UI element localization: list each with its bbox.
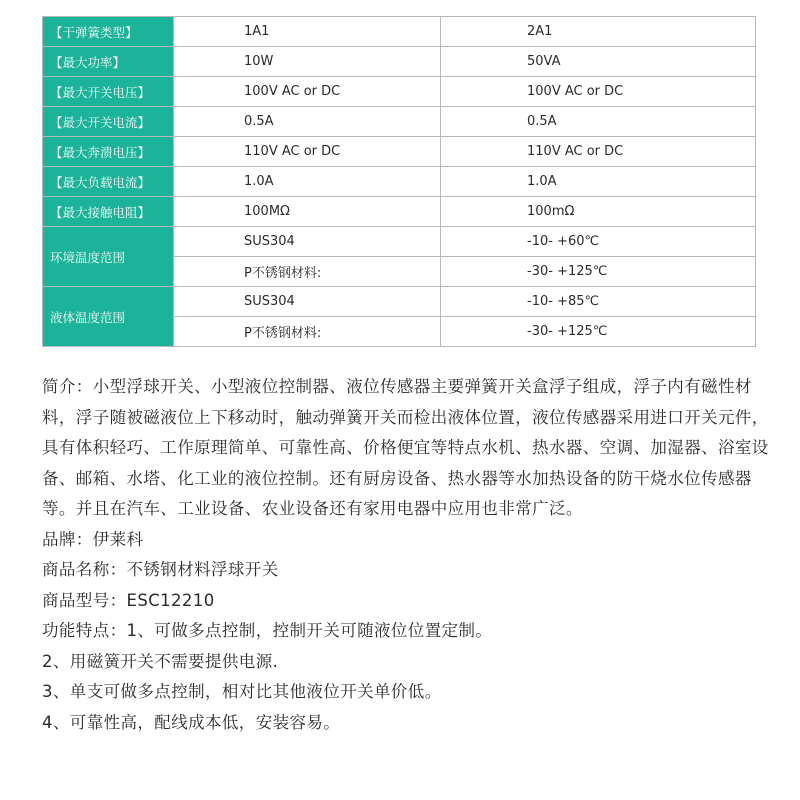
product-name-line: 商品名称：不锈钢材料浮球开关 xyxy=(42,560,279,579)
value-1a1: 100MΩ xyxy=(174,197,441,227)
table-row xyxy=(43,197,756,227)
value-1a1: 1.0A xyxy=(174,167,441,197)
table-row xyxy=(43,227,756,257)
liquid-sus-range: -10- +85℃ xyxy=(441,287,756,317)
row-label: 【最大奔溃电压】 xyxy=(43,137,174,167)
row-label: 【最大开关电流】 xyxy=(43,107,174,137)
table-row xyxy=(43,137,756,167)
value-2a1: 100V AC or DC xyxy=(441,77,756,107)
row-label: 【最大开关电压】 xyxy=(43,77,174,107)
row-label: 【最大负载电流】 xyxy=(43,167,174,197)
liquid-p-material: P不锈钢材料: xyxy=(174,317,441,347)
value-2a1: 110V AC or DC xyxy=(441,137,756,167)
row-label: 【最大接触电阻】 xyxy=(43,197,174,227)
table-row xyxy=(43,47,756,77)
table-row xyxy=(43,77,756,107)
table-row xyxy=(43,167,756,197)
row-label: 【干弹簧类型】 xyxy=(43,17,174,47)
value-2a1: 1.0A xyxy=(441,167,756,197)
intro-paragraph: 简介：小型浮球开关、小型液位控制器、液位传感器主要弹簧开关盒浮子组成，浮子内有磁性材料，浮子随被磁液位上下移动时，触动弹簧开关而检出液体位置，液位传感器采用进口开关元件，具有体积轻巧、工作原理简单、可靠性高、价格便宜等特点水机、热水器、空调、加湿器、浴室设备、邮箱、水塔、化工业的液位控制。还有厨房设备、热水器等水加热设备的防干烧水位传感器等。并且在汽车、工业设备、农业设备还有家用电器中应用也非常广泛。 xyxy=(42,377,769,518)
value-1a1: 0.5A xyxy=(174,107,441,137)
value-2a1: 100mΩ xyxy=(441,197,756,227)
spec-table xyxy=(42,16,756,347)
liquid-sus-material: SUS304 xyxy=(174,287,441,317)
feature-4: 4、可靠性高，配线成本低，安装容易。 xyxy=(42,712,341,732)
row-label: 【最大功率】 xyxy=(43,47,174,77)
value-1a1: 100V AC or DC xyxy=(174,77,441,107)
env-sus-material: SUS304 xyxy=(174,227,441,257)
table-row xyxy=(43,17,756,47)
liquid-temp-label: 液体温度范围 xyxy=(43,287,174,347)
feature-3: 3、单支可做多点控制，相对比其他液位开关单价低。 xyxy=(42,682,442,701)
value-2a1: 0.5A xyxy=(441,107,756,137)
liquid-p-range: -30- +125℃ xyxy=(441,317,756,347)
value-2a1: 2A1 xyxy=(441,17,756,47)
model-line: 商品型号：ESC12210 xyxy=(42,590,215,610)
product-description xyxy=(42,372,772,738)
value-1a1: 110V AC or DC xyxy=(174,137,441,167)
value-2a1: 50VA xyxy=(441,47,756,77)
env-sus-range: -10- +60℃ xyxy=(441,227,756,257)
env-p-range: -30- +125℃ xyxy=(441,257,756,287)
env-temp-label: 环境温度范围 xyxy=(43,227,174,287)
table-row xyxy=(43,107,756,137)
value-1a1: 1A1 xyxy=(174,17,441,47)
feature-2: 2、用磁簧开关不需要提供电源. xyxy=(42,651,279,671)
env-p-material: P不锈钢材料: xyxy=(174,257,441,287)
table-row xyxy=(43,287,756,317)
brand-line: 品牌：伊莱科 xyxy=(42,529,144,549)
value-1a1: 10W xyxy=(174,47,441,77)
feature-1: 功能特点：1、可做多点控制，控制开关可随液位位置定制。 xyxy=(42,621,493,640)
